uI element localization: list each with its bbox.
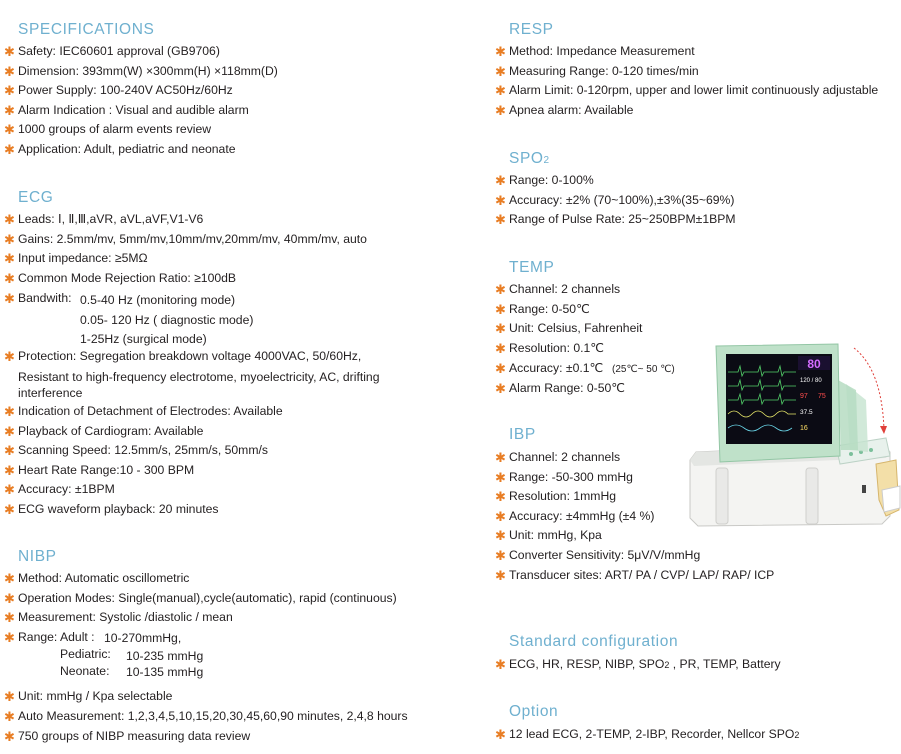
bullet-star-icon: ✱	[495, 450, 506, 465]
bullet-star-icon: ✱	[495, 282, 506, 297]
bullet-star-icon: ✱	[4, 212, 15, 227]
spo2-title: SPO2	[509, 150, 550, 167]
list-item: Input impedance: ≥5MΩ	[18, 251, 148, 266]
list-item: Heart Rate Range:10 - 300 BPM	[18, 462, 195, 477]
list-item: Unit: mmHg, Kpa	[509, 528, 602, 543]
list-item: Accuracy: ±4mmHg (±4 %)	[509, 508, 655, 523]
nibp-range-neonate: 10-135 mmHg	[126, 665, 204, 679]
temp-accuracy-note: (25℃~ 50 ℃)	[612, 364, 675, 375]
bullet-star-icon: ✱	[4, 290, 15, 306]
standard-configuration-title: Standard configuration	[509, 633, 679, 650]
bullet-star-icon: ✱	[4, 462, 15, 478]
bullet-star-icon: ✱	[4, 83, 15, 99]
list-item: Resolution: 0.1℃	[509, 341, 604, 356]
list-item: Gains: 2.5mm/mv, 5mm/mv,10mm/mv,20mm/mv, 40mm/mv, auto	[18, 231, 367, 246]
bullet-star-icon: ✱	[495, 528, 506, 544]
list-item: Alarm Range: 0-50℃	[509, 380, 625, 395]
bullet-star-icon: ✱	[4, 404, 15, 419]
list-item: Playback of Cardiogram: Available	[18, 423, 204, 438]
bullet-star-icon: ✱	[495, 469, 506, 485]
list-item: Measurement: Systolic /diastolic / mean	[18, 610, 233, 625]
bullet-star-icon: ✱	[495, 63, 506, 79]
bullet-star-icon: ✱	[495, 567, 506, 583]
list-item: ECG waveform playback: 20 minutes	[18, 502, 219, 516]
specifications-title: SPECIFICATIONS	[18, 21, 155, 38]
list-item: 1000 groups of alarm events review	[18, 122, 212, 137]
list-item: Accuracy: ±0.1℃	[509, 360, 604, 375]
bullet-star-icon: ✱	[495, 548, 506, 563]
list-item: Bandwith:	[18, 290, 72, 305]
list-item: Safety: IEC60601 approval (GB9706)	[18, 44, 220, 58]
bullet-star-icon: ✱	[4, 231, 15, 247]
screen-value-1: 80	[807, 357, 821, 371]
list-item: Auto Measurement: 1,2,3,4,5,10,15,20,30,45,60,90 minutes, 2,4,8 hours	[18, 708, 408, 723]
list-item: Range: -50-300 mmHg	[509, 469, 633, 484]
bullet-star-icon: ✱	[4, 349, 15, 364]
list-item: Range: 0-100%	[509, 173, 594, 187]
list-item: Method: Impedance Measurement	[509, 44, 695, 58]
bullet-star-icon: ✱	[495, 727, 506, 742]
list-item: Range: 0-50℃	[509, 301, 590, 316]
list-item: Resolution: 1mmHg	[509, 489, 617, 504]
list-item: Unit: mmHg / Kpa selectable	[18, 689, 173, 703]
ibp-title: IBP	[509, 426, 536, 443]
ecg-title: ECG	[18, 189, 54, 206]
bullet-star-icon: ✱	[4, 44, 15, 59]
bandwith-value-3: 1-25Hz (surgical mode)	[80, 332, 207, 346]
list-item: Converter Sensitivity: 5μV/V/mmHg	[509, 548, 701, 562]
resp-title: RESP	[509, 21, 554, 38]
list-item: Scanning Speed: 12.5mm/s, 25mm/s, 50mm/s	[18, 443, 268, 458]
nibp-range-label: Range: Adult :	[18, 630, 95, 644]
bullet-star-icon: ✱	[4, 482, 15, 498]
bullet-star-icon: ✱	[4, 728, 15, 744]
bandwith-value-1: 0.5-40 Hz (monitoring mode)	[80, 293, 236, 307]
standard-configuration-item: ECG, HR, RESP, NIBP, SPO2 , PR, TEMP, Battery	[509, 657, 781, 671]
bullet-star-icon: ✱	[495, 657, 506, 672]
bullet-star-icon: ✱	[495, 83, 506, 99]
list-item: Method: Automatic oscillometric	[18, 571, 190, 585]
bullet-star-icon: ✱	[495, 173, 506, 188]
list-item: Transducer sites: ART/ PA / CVP/ LAP/ RAP/ ICP	[509, 567, 775, 582]
bullet-star-icon: ✱	[4, 423, 15, 439]
nibp-range-pediatric: 10-235 mmHg	[126, 649, 204, 663]
list-item: Alarm Indication : Visual and audible alarm	[18, 102, 249, 117]
nibp-title: NIBP	[18, 548, 57, 565]
ecg-protection: Protection: Segregation breakdown voltage 4000VAC, 50/60Hz,	[18, 349, 362, 363]
bullet-star-icon: ✱	[495, 380, 506, 396]
bullet-star-icon: ✱	[4, 142, 15, 157]
list-item: Common Mode Rejection Ratio: ≥100dB	[18, 271, 237, 286]
bullet-star-icon: ✱	[4, 122, 15, 138]
list-item: Leads: Ⅰ, Ⅱ,Ⅲ,aVR, aVL,aVF,V1-V6	[18, 212, 204, 226]
list-item: Unit: Celsius, Fahrenheit	[509, 321, 643, 336]
screen-value-5: 37.5	[800, 409, 813, 416]
bullet-star-icon: ✱	[495, 301, 506, 317]
list-item: Accuracy: ±1BPM	[18, 482, 115, 497]
screen-value-3: 97	[800, 393, 808, 400]
list-item: Alarm Limit: 0-120rpm, upper and lower limit continuously adjustable	[509, 83, 879, 98]
bullet-star-icon: ✱	[4, 63, 15, 79]
ecg-protection-cont-2: interference	[18, 386, 83, 400]
bullet-star-icon: ✱	[4, 443, 15, 459]
bullet-star-icon: ✱	[495, 212, 506, 228]
bullet-star-icon: ✱	[4, 610, 15, 626]
bullet-star-icon: ✱	[4, 708, 15, 724]
bullet-star-icon: ✱	[4, 102, 15, 118]
bullet-star-icon: ✱	[495, 341, 506, 357]
list-item: Application: Adult, pediatric and neonate	[18, 142, 236, 156]
screen-value-6: 16	[800, 425, 808, 432]
list-item: Power Supply: 100-240V AC50Hz/60Hz	[18, 83, 233, 98]
list-item: Apnea alarm: Available	[509, 102, 634, 117]
list-item: Measuring Range: 0-120 times/min	[509, 63, 699, 78]
temp-title: TEMP	[509, 259, 555, 276]
list-item: Range of Pulse Rate: 25~250BPM±1BPM	[509, 212, 736, 227]
bullet-star-icon: ✱	[495, 360, 506, 376]
bullet-star-icon: ✱	[4, 630, 15, 645]
bullet-star-icon: ✱	[4, 271, 15, 287]
bullet-star-icon: ✱	[4, 689, 15, 704]
bandwith-value-2: 0.05- 120 Hz ( diagnostic mode)	[80, 313, 254, 327]
nibp-range-neonate-label: Neonate:	[60, 664, 110, 678]
list-item: Channel: 2 channels	[509, 282, 621, 296]
bullet-star-icon: ✱	[495, 192, 506, 208]
option-item: 12 lead ECG, 2-TEMP, 2-IBP, Recorder, Nellcor SPO2	[509, 727, 800, 741]
bullet-star-icon: ✱	[495, 102, 506, 118]
nibp-range-pediatric-label: Pediatric:	[60, 647, 111, 661]
bullet-star-icon: ✱	[495, 508, 506, 524]
bullet-star-icon: ✱	[4, 251, 15, 267]
list-item: Dimension: 393mm(W) ×300mm(H) ×118mm(D)	[18, 63, 278, 78]
list-item: Indication of Detachment of Electrodes: Available	[18, 404, 283, 418]
list-item: 750 groups of NIBP measuring data review	[18, 728, 251, 743]
list-item: Operation Modes: Single(manual),cycle(automatic), rapid (continuous)	[18, 590, 397, 605]
bullet-star-icon: ✱	[4, 571, 15, 586]
bullet-star-icon: ✱	[495, 44, 506, 59]
nibp-range-adult: 10-270mmHg,	[104, 631, 182, 645]
ecg-protection-cont-1: Resistant to high-frequency electrotome, myoelectricity, AC, drifting	[18, 370, 380, 384]
list-item: Accuracy: ±2% (70~100%),±3%(35~69%)	[509, 192, 735, 207]
list-item: Channel: 2 channels	[509, 450, 621, 464]
bullet-star-icon: ✱	[4, 590, 15, 606]
patient-monitor-image	[686, 340, 901, 530]
screen-value-4: 75	[818, 393, 826, 400]
screen-value-2: 120 / 80	[800, 378, 822, 384]
bullet-star-icon: ✱	[4, 502, 15, 517]
option-title: Option	[509, 703, 559, 720]
bullet-star-icon: ✱	[495, 321, 506, 337]
bullet-star-icon: ✱	[495, 489, 506, 505]
